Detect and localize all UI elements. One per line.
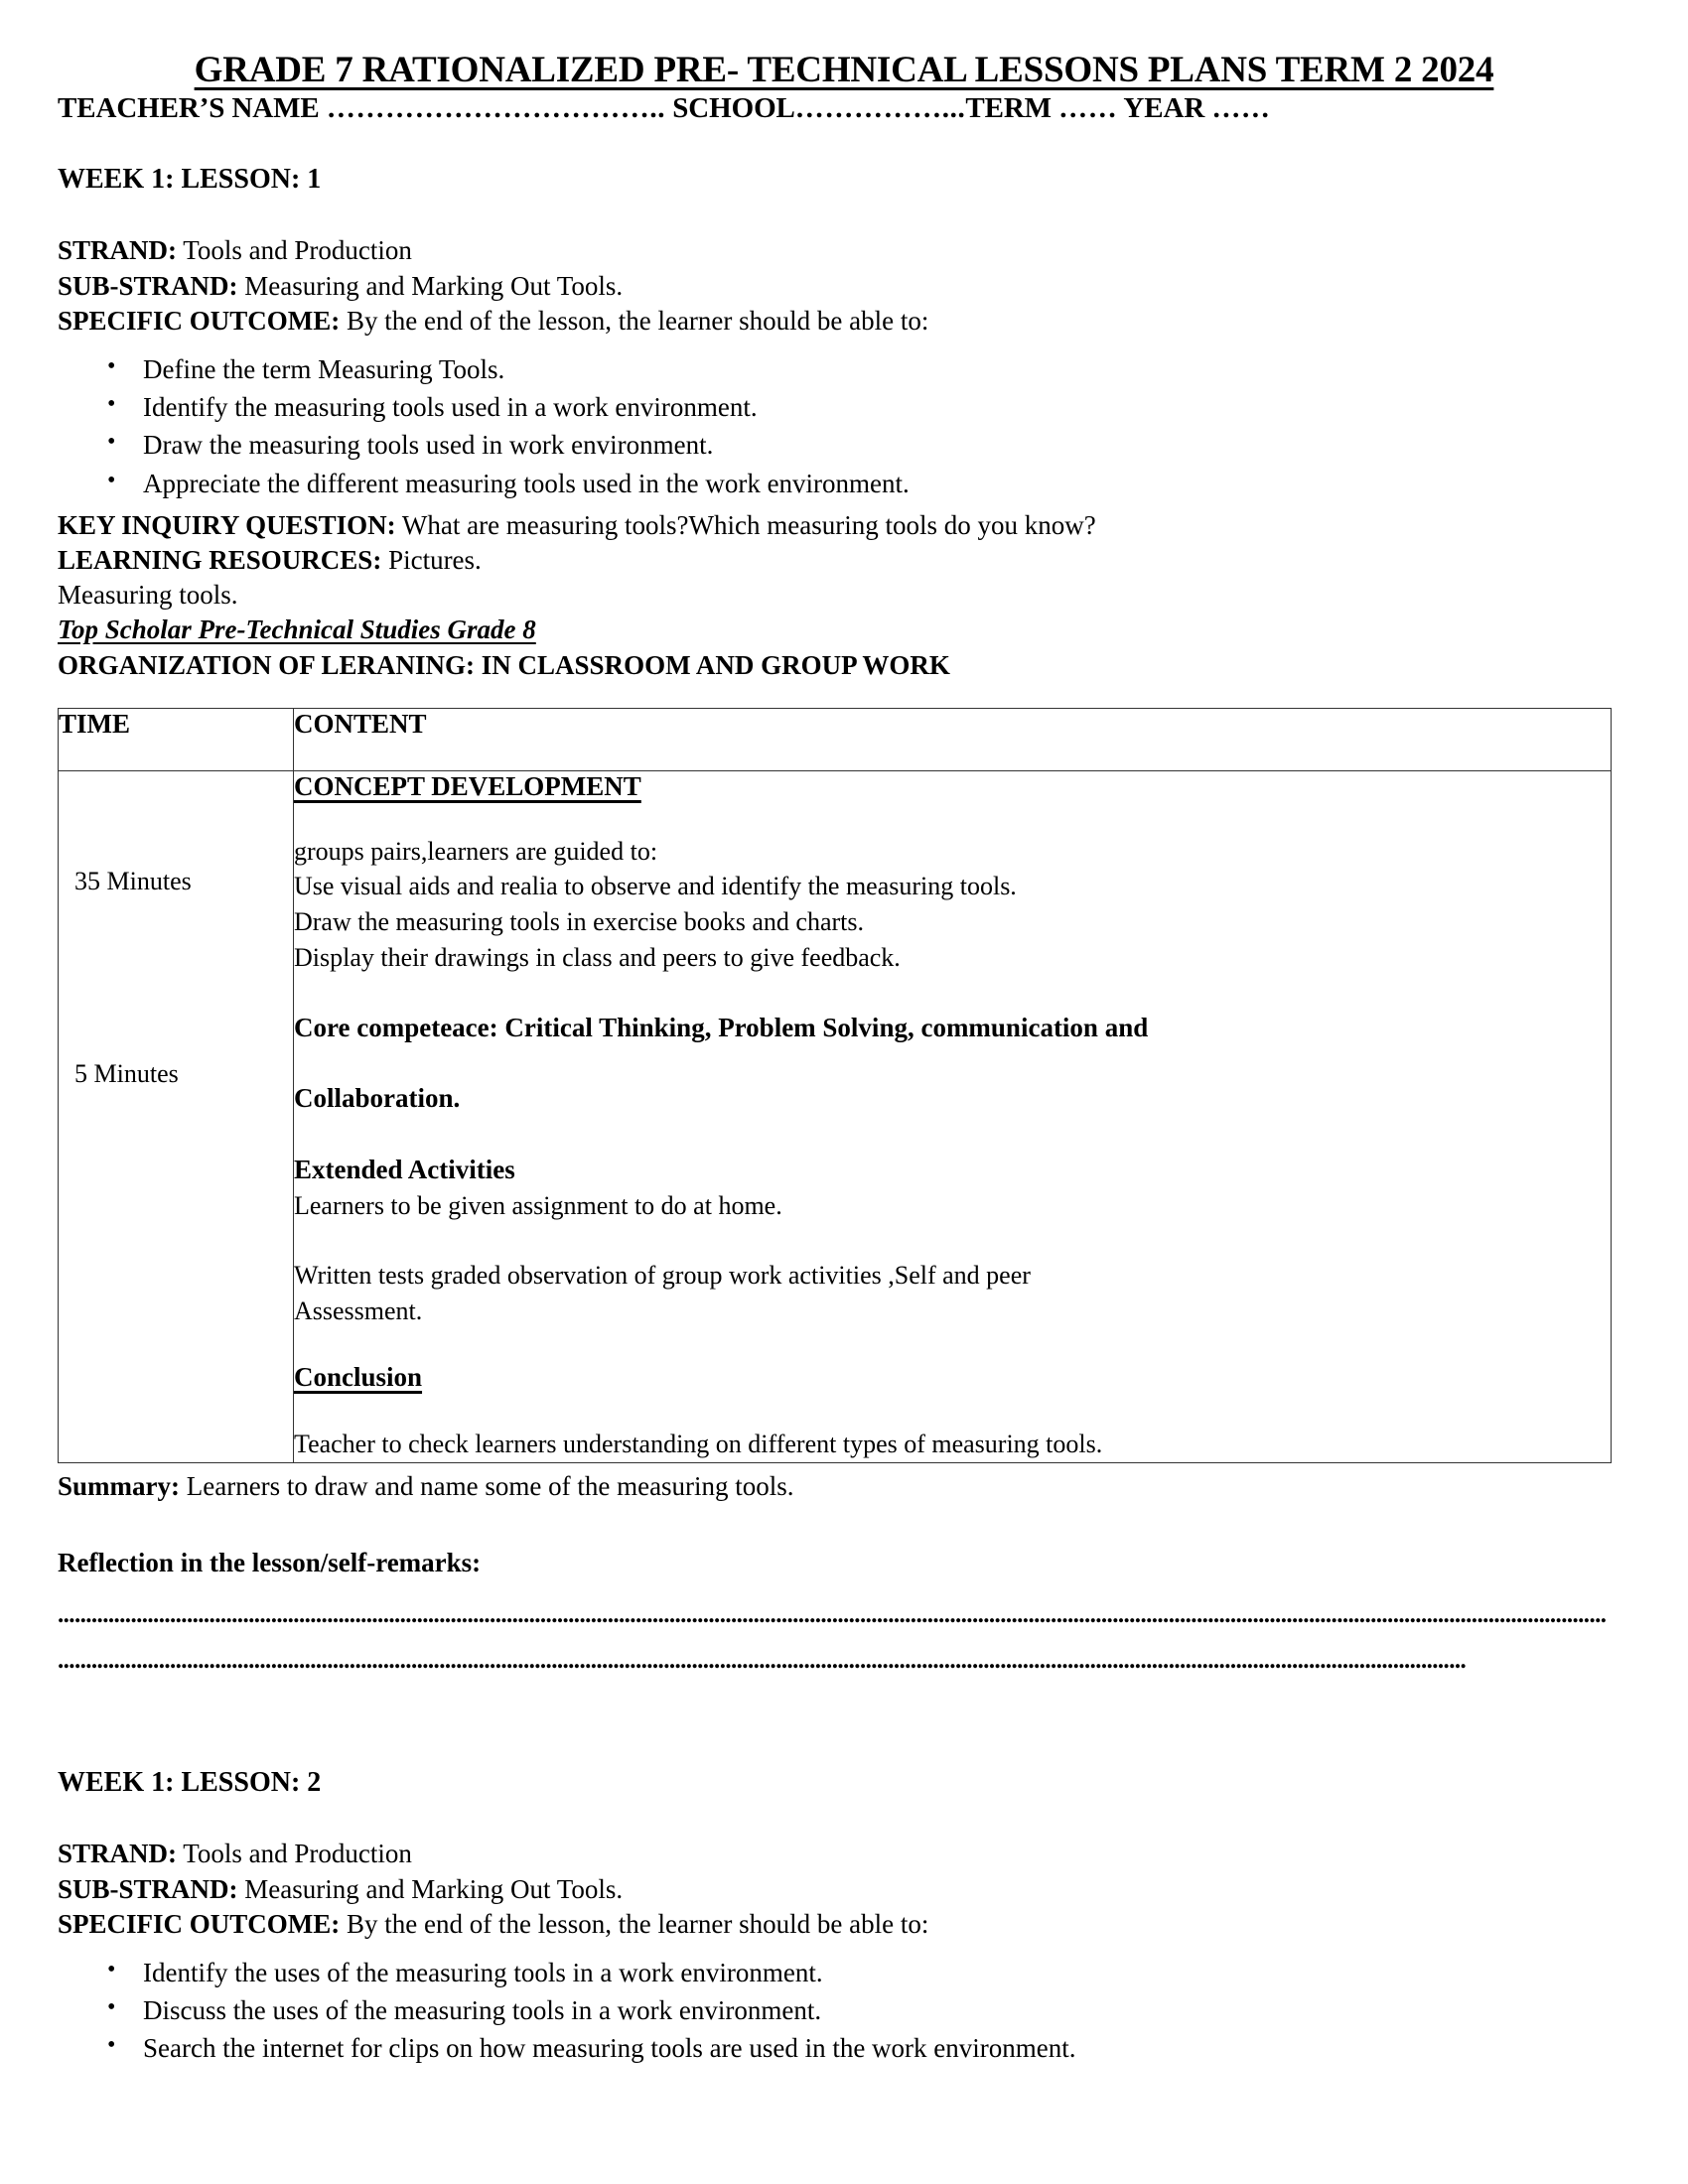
lesson1-objectives-list [58, 350, 1630, 502]
spacer [294, 1393, 1611, 1427]
concept-line-4: Display their drawings in class and peers to give feedback. [294, 943, 901, 973]
page-title-text: GRADE 7 RATIONALIZED PRE- TECHNICAL LESSONS PLANS TERM 2 2024 [194, 50, 1494, 90]
teacher-name-label: TEACHER’S NAME [58, 92, 320, 124]
core-competence-line: Core competeace: Critical Thinking, Problem Solving, communication and [294, 1013, 1149, 1043]
conclusion-line: Teacher to check learners understanding on different types of measuring tools. [294, 1430, 1103, 1459]
spacer [294, 1118, 1611, 1152]
school-label: SCHOOL [672, 92, 795, 124]
lesson1-reference-book: Top Scholar Pre-Technical Studies Grade 8 [58, 614, 536, 645]
lesson2-outcome-label: SPECIFIC OUTCOME: [58, 1908, 341, 1939]
term-blank[interactable]: …… [1058, 92, 1118, 124]
table-row [59, 770, 1612, 1463]
lesson1-strand-value: Tools and Production [183, 235, 412, 266]
time-value-35-minutes: 35 Minutes [74, 866, 192, 895]
concept-line-1: groups pairs,learners are guided to: [294, 836, 658, 866]
conclusion-heading: Conclusion [294, 1362, 423, 1393]
lesson1-resources-value: Pictures. [388, 545, 482, 576]
lesson2-substrand-label: SUB-STRAND: [58, 1873, 238, 1904]
table-cell-content [294, 770, 1612, 1463]
lesson1-summary-label: Summary: [58, 1471, 180, 1502]
lesson2-strand-row [58, 1837, 1630, 1871]
lesson1-week-heading: WEEK 1: LESSON: 1 [58, 164, 322, 196]
collaboration-line: Collaboration. [294, 1083, 461, 1114]
lesson1-summary-value: Learners to draw and name some of the measuring tools. [186, 1471, 794, 1502]
lesson2-strand-value: Tools and Production [183, 1839, 412, 1869]
lesson1-outcome-row [58, 304, 1630, 339]
lesson1-resources-label: LEARNING RESOURCES: [58, 545, 382, 576]
spacer [294, 976, 1611, 1010]
year-blank[interactable]: …… [1211, 92, 1271, 124]
lesson1-outcome-value: By the end of the lesson, the learner should be able to: [347, 305, 929, 336]
lesson1-summary-row [58, 1469, 1630, 1504]
lesson1-strand-label: STRAND: [58, 235, 178, 266]
lesson2-week-heading: WEEK 1: LESSON: 2 [58, 1767, 322, 1799]
spacer [294, 1328, 1611, 1362]
school-blank[interactable]: ……………... [794, 92, 966, 124]
lesson1-key-inquiry-label: KEY INQUIRY QUESTION: [58, 510, 396, 541]
table-header-time: TIME [59, 708, 294, 770]
lesson1-resources-row [58, 543, 1630, 578]
lesson1-meta-block [58, 233, 1630, 338]
extended-activities-line: Learners to be given assignment to do at home. [294, 1190, 782, 1220]
assessment-line-1: Written tests graded observation of group work activities ,Self and peer [294, 1260, 1031, 1290]
concept-development-heading: CONCEPT DEVELOPMENT [294, 770, 641, 801]
concept-line-2: Use visual aids and realia to observe and identify the measuring tools. [294, 872, 1017, 901]
lesson1-substrand-row [58, 269, 1630, 304]
header-fields-line [58, 92, 1630, 124]
list-item: • Identify the measuring tools used in a work environment. [143, 388, 1630, 426]
lesson2-substrand-row [58, 1872, 1630, 1907]
time-value-5-minutes: 5 Minutes [74, 1058, 179, 1088]
lesson1-plan-table [58, 708, 1612, 1464]
lesson1-outcome-label: SPECIFIC OUTCOME: [58, 305, 341, 336]
lesson1-substrand-label: SUB-STRAND: [58, 270, 238, 301]
teacher-name-blank[interactable]: …………………………….. [326, 92, 666, 124]
list-item: • Search the internet for clips on how measuring tools are used in the work environment. [143, 2029, 1630, 2067]
lesson2-outcome-row [58, 1907, 1630, 1942]
year-label: YEAR [1123, 92, 1205, 124]
reflection-write-line-2[interactable]: ........................................................................................................................................................................................................................................................... [58, 1647, 1467, 1675]
list-item: • Discuss the uses of the measuring tools in a work environment. [143, 1991, 1630, 2029]
lesson2-meta-block [58, 1837, 1630, 1941]
list-item: • Appreciate the different measuring tools used in the work environment. [143, 465, 1630, 502]
spacer [294, 1046, 1611, 1080]
term-label: TERM [965, 92, 1052, 124]
lesson1-organization-line: ORGANIZATION OF LERANING: IN CLASSROOM AND GROUP WORK [58, 649, 950, 680]
lesson2-strand-label: STRAND: [58, 1839, 178, 1869]
list-item: • Draw the measuring tools used in work environment. [143, 426, 1630, 464]
assessment-line-2: Assessment. [294, 1296, 423, 1325]
lesson1-key-inquiry-value: What are measuring tools?Which measuring tools do you know? [401, 510, 1096, 541]
lesson2-objectives-list [58, 1954, 1630, 2068]
lesson1-key-inquiry-row [58, 508, 1630, 543]
page-title [58, 52, 1630, 88]
table-header-row [59, 708, 1612, 770]
reflection-write-line-1[interactable]: .................................................................................................................................................................................................................................................................................... [58, 1601, 1607, 1629]
table-cell-time [59, 770, 294, 1463]
table-header-content: CONTENT [294, 708, 1612, 770]
lesson1-reflection-heading: Reflection in the lesson/self-remarks: [58, 1548, 482, 1578]
list-item: • Define the term Measuring Tools. [143, 350, 1630, 388]
list-item: • Identify the uses of the measuring tools in a work environment. [143, 1954, 1630, 1991]
lesson2-outcome-value: By the end of the lesson, the learner should be able to: [347, 1908, 929, 1939]
lesson2-substrand-value: Measuring and Marking Out Tools. [244, 1873, 624, 1904]
conclusion-heading-wrap [294, 1362, 1611, 1393]
extended-activities-heading: Extended Activities [294, 1154, 515, 1184]
lesson1-strand-row [58, 233, 1630, 268]
lesson1-substrand-value: Measuring and Marking Out Tools. [244, 270, 624, 301]
spacer [294, 1224, 1611, 1258]
concept-line-3: Draw the measuring tools in exercise books and charts. [294, 907, 865, 937]
lesson1-resources-extra: Measuring tools. [58, 580, 238, 611]
